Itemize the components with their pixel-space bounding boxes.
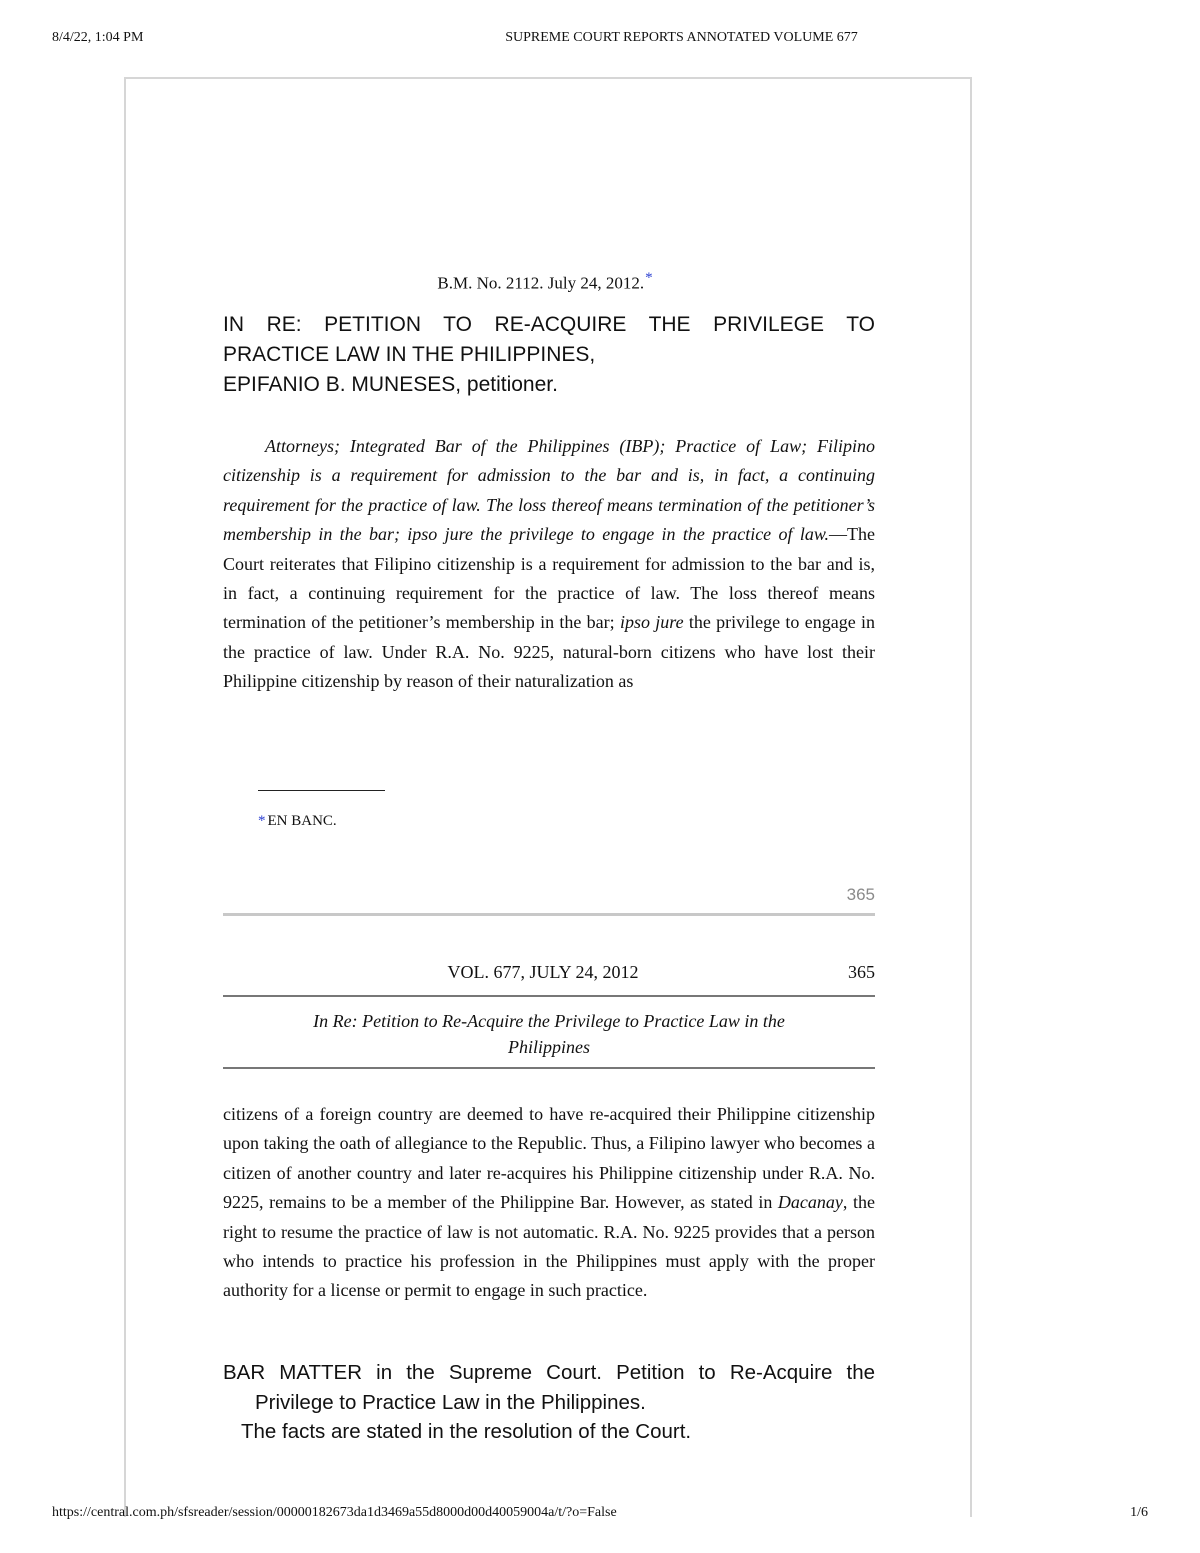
bar-matter-line-2: Privilege to Practice Law in the Philippines. — [255, 1390, 646, 1414]
footnote-marker-link[interactable]: * — [258, 813, 266, 829]
case-title — [223, 310, 875, 400]
continuation-paragraph — [223, 1100, 875, 1306]
short-title-line-2: Philippines — [508, 1037, 590, 1057]
running-head-rule-bottom — [223, 1067, 875, 1069]
print-header — [0, 30, 1200, 50]
print-page-counter: 1/6 — [1130, 1505, 1148, 1520]
case-title-line-1: IN RE: PETITION TO RE-ACQUIRE THE PRIVILEGE TO — [223, 313, 875, 336]
footnote — [258, 813, 337, 830]
bar-matter-line-3: The facts are stated in the resolution of the Court. — [241, 1420, 692, 1443]
continuation-italic-dacanay: Dacanay — [777, 1192, 843, 1213]
syllabus-italic-head: Attorneys; Integrated Bar of the Philippines (IBP); Practice of Law; Filipino citizenship is a requirement for admission to the bar and is, in fact, a continuing requirement for the practice of law. The loss thereof means termination of the petitioner’s membership in the bar; ipso jure the privilege to engage in the practice of law. — [223, 436, 875, 545]
bar-matter-line-1: BAR MATTER in the Supreme Court. Petition to Re-Acquire the — [223, 1361, 875, 1384]
continuation-text-a: citizens of a foreign country are deemed to have re-acquired their Philippine citizenship upon taking the oath of allegiance to the Republic. Thus, a Filipino lawyer who becomes a citizen of another country and later re-acquires his Philippine citizenship under R.A. No. 9225, remains to be a member of the Philippine Bar. However, as stated in — [223, 1104, 875, 1213]
syllabus-paragraph — [223, 432, 875, 697]
running-head-volume: VOL. 677, JULY 24, 2012 — [447, 962, 639, 982]
case-number-text: B.M. No. 2112. July 24, 2012. — [437, 273, 645, 293]
case-petitioner-line: EPIFANIO B. MUNESES, petitioner. — [223, 373, 558, 396]
syllabus-italic-ipso-jure: ipso jure — [619, 612, 684, 633]
page-break-divider — [223, 913, 875, 916]
case-title-line-2: PRACTICE LAW IN THE PHILIPPINES, — [223, 343, 596, 366]
bar-matter-block — [223, 1358, 875, 1447]
syllabus-text-a: The Court reiterates that Filipino citizenship is a requirement for admission to the bar and is, in fact, a continuing requirement for the practice of law. The loss thereof means termination of the petitioner’s membership in the bar; — [223, 524, 875, 633]
print-title: SUPREME COURT REPORTS ANNOTATED VOLUME 677 — [505, 30, 858, 45]
footnote-reference-link[interactable]: * — [645, 270, 653, 286]
page-number-bottom: 365 — [846, 885, 875, 904]
running-short-title — [223, 1008, 875, 1060]
footnote-text: EN BANC. — [267, 813, 337, 829]
running-head-rule-top — [223, 995, 875, 997]
short-title-line-1: In Re: Petition to Re-Acquire the Privilege to Practice Law in the — [313, 1011, 785, 1031]
print-datetime: 8/4/22, 1:04 PM — [52, 30, 144, 45]
source-url[interactable]: https://central.com.ph/sfsreader/session/00000182673da1d3469a55d8000d00d40059004a/t/?o=False — [52, 1505, 617, 1520]
syllabus-text-b: the privilege to engage in the practice of law. Under R.A. No. 9225, natural-born citizens who have lost their Philippine citizenship by reason of their naturalization as — [223, 612, 875, 692]
syllabus-dash: — — [829, 524, 848, 545]
footnote-divider — [258, 790, 385, 791]
case-number-date — [0, 270, 1090, 294]
continuation-text-b: , the right to resume the practice of law is not automatic. R.A. No. 9225 provides that a person who intends to practice his profession in the Philippines must apply with the proper authority for a license or permit to engage in such practice. — [223, 1192, 875, 1301]
running-head-page: 365 — [848, 962, 875, 982]
